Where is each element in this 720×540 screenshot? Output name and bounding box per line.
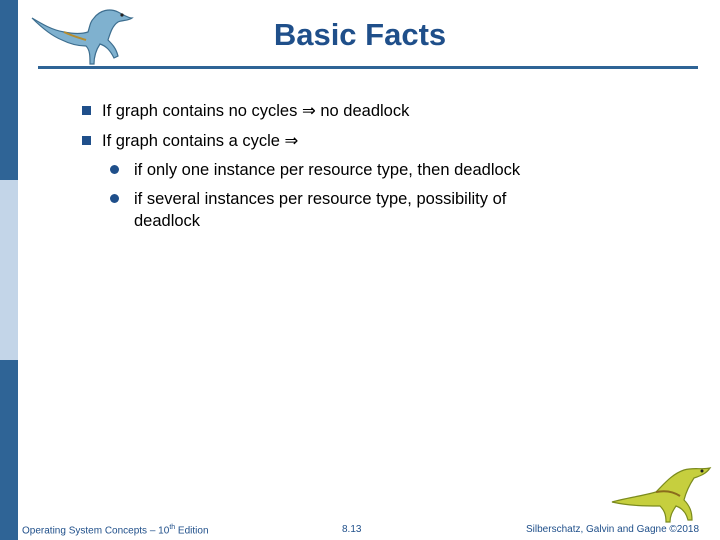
sub-bullet-text: if several instances per resource type, possibility of deadlock: [134, 190, 507, 230]
footer-book-title: [22, 524, 209, 536]
footer-book-suffix: Edition: [175, 525, 209, 537]
round-bullet-icon: [110, 194, 119, 203]
bullet-text: If graph contains a cycle ⇒: [102, 132, 299, 150]
title-divider: [38, 66, 698, 69]
square-bullet-icon: [82, 136, 91, 145]
left-band-bottom: [0, 360, 18, 540]
left-band-middle: [0, 180, 18, 360]
footer-book-sup: th: [169, 524, 176, 531]
dinosaur-footer-icon: [606, 462, 718, 524]
sub-bullet-text: if only one instance per resource type, then deadlock: [134, 161, 521, 179]
slide-title: Basic Facts: [273, 17, 447, 52]
footer-copyright: Silberschatz, Galvin and Gagne ©2018: [526, 524, 700, 535]
footer-book-prefix: Operating System Concepts – 10: [22, 525, 170, 537]
square-bullet-icon: [82, 106, 91, 115]
round-bullet-icon: [110, 165, 119, 174]
footer-page-number: 8.13: [342, 524, 362, 535]
bullet-text: If graph contains no cycles ⇒ no deadlock: [102, 102, 410, 120]
